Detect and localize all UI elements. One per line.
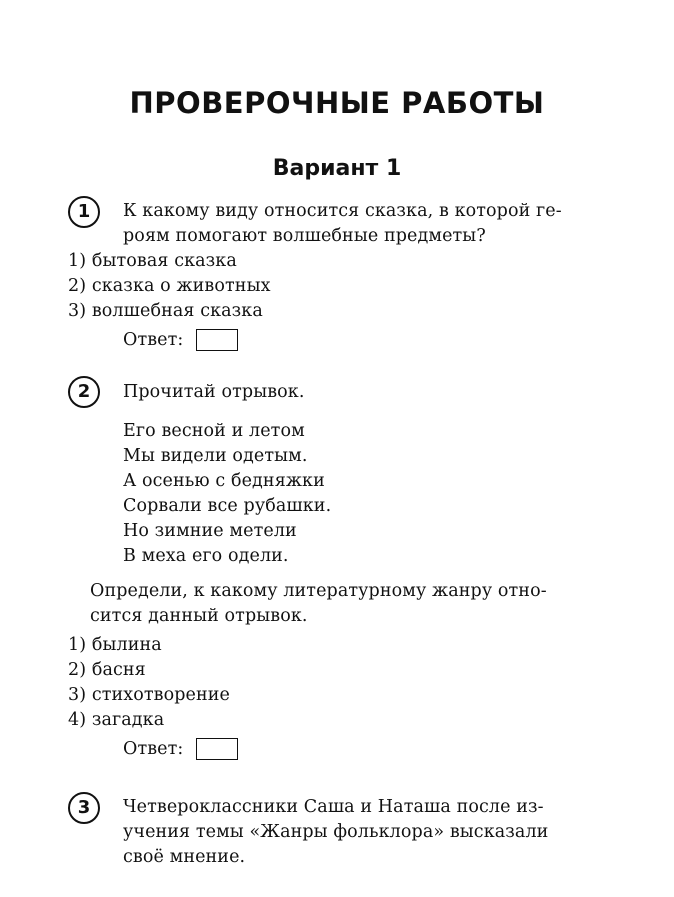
question-2-intro: Прочитай отрывок. [123, 382, 305, 402]
question-1-option-1: 1) бытовая сказка [68, 251, 237, 271]
question-2-option-3: 3) стихотворение [68, 685, 230, 705]
question-1-option-2: 2) сказка о животных [68, 276, 271, 296]
question-1-text-line-2: роям помогают волшебные предметы? [123, 226, 486, 246]
question-3-text-line-3: своё мнение. [123, 847, 246, 867]
question-2-task-line-1: Определи, к какому литературному жанру отно- [90, 581, 547, 601]
question-2-option-1: 1) былина [68, 635, 162, 655]
page-title: ПРОВЕРОЧНЫЕ РАБОТЫ [129, 86, 545, 120]
question-2-task-line-2: сится данный отрывок. [90, 606, 308, 626]
poem-line-3: А осенью с бедняжки [123, 471, 325, 491]
question-1-option-3: 3) волшебная сказка [68, 301, 263, 321]
question-2-answer-box[interactable] [196, 738, 238, 760]
question-2-number: 2 [68, 376, 100, 408]
poem-line-6: В меха его одели. [123, 546, 289, 566]
question-3-text-line-2: учения темы «Жанры фольклора» высказали [123, 822, 549, 842]
question-2-option-4: 4) загадка [68, 710, 165, 730]
variant-heading: Вариант 1 [272, 156, 402, 181]
poem-line-2: Мы видели одетым. [123, 446, 308, 466]
poem-line-4: Сорвали все рубашки. [123, 496, 332, 516]
question-1-text-line-1: К какому виду относится сказка, в которой ге- [123, 201, 562, 221]
question-1-answer-label: Ответ: [123, 330, 184, 350]
question-1-answer-box[interactable] [196, 329, 238, 351]
question-2-answer-label: Ответ: [123, 739, 184, 759]
question-1-number: 1 [68, 196, 100, 228]
poem-line-5: Но зимние метели [123, 521, 297, 541]
question-3-number: 3 [68, 792, 100, 824]
poem-line-1: Его весной и летом [123, 421, 305, 441]
question-3-text-line-1: Четвероклассники Саша и Наташа после из- [123, 797, 544, 817]
question-2-option-2: 2) басня [68, 660, 146, 680]
